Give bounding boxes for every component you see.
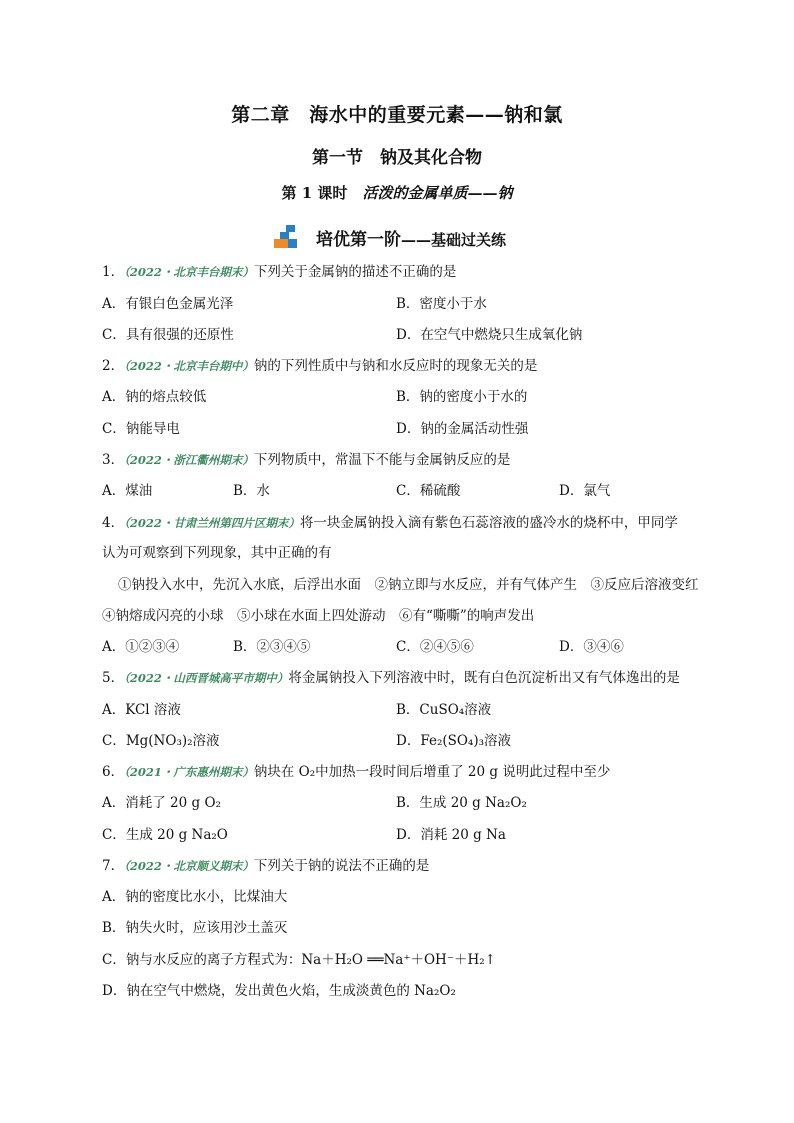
- q7-option-a: A．钠的密度比水小，比煤油大: [102, 889, 288, 905]
- question-source: （2021・广东惠州期末）: [124, 765, 254, 779]
- banner-label: [316, 225, 506, 250]
- question-source: （2022・山西晋城高平市期中）: [124, 671, 289, 685]
- q2-option-a: A．钠的熔点较低: [102, 389, 207, 405]
- question-1-stem: 1．（2022・北京丰台期末）下列关于金属钠的描述不正确的是: [102, 264, 457, 280]
- q4-option-c: C．②④⑤⑥: [396, 639, 474, 655]
- question-source: （2022・北京顺义期末）: [124, 859, 254, 873]
- question-source: （2022・北京丰台期末）: [124, 265, 254, 279]
- question-2-stem: 2．（2022・北京丰台期中）钠的下列性质中与钠和水反应时的现象无关的是: [102, 358, 538, 374]
- q6-option-b: B．生成 20 g Na₂O₂: [396, 795, 527, 811]
- q7-option-d: D．钠在空气中燃烧，发出黄色火焰，生成淡黄色的 Na₂O₂: [102, 983, 456, 999]
- lesson-name: 活泼的金属单质——钠: [362, 184, 513, 202]
- q1-option-b: B．密度小于水: [396, 296, 487, 312]
- question-6-stem: 6．（2021・广东惠州期末）钠块在 O₂中加热一段时间后增重了 20 g 说明此过程中至少: [102, 764, 611, 780]
- lesson-number: 第 1 课时: [281, 184, 348, 202]
- question-source: （2022・甘肃兰州第四片区期末）: [124, 516, 300, 530]
- stairs-icon: [272, 223, 312, 251]
- q3-option-d: D．氯气: [559, 483, 611, 499]
- q1-option-a: A．有银白色金属光泽: [102, 296, 234, 312]
- lesson-title: [0, 182, 794, 203]
- q4-option-d: D．③④⑥: [559, 639, 624, 655]
- q1-option-c: C．具有很强的还原性: [102, 327, 234, 343]
- question-5-stem: 5．（2022・山西晋城高平市期中）将金属钠投入下列溶液中时，既有白色沉淀析出又有气体逸出的是: [102, 670, 680, 686]
- q1-option-d: D．在空气中燃烧只生成氧化钠: [396, 327, 583, 343]
- q6-option-c: C．生成 20 g Na₂O: [102, 827, 228, 843]
- q6-option-d: D．消耗 20 g Na: [396, 827, 506, 843]
- q7-option-b: B．钠失火时，应该用沙土盖灭: [102, 920, 288, 936]
- question-source: （2022・北京丰台期中）: [124, 359, 254, 373]
- level-banner: [272, 222, 506, 252]
- q4-statements-2: ④钠熔成闪亮的小球 ⑤小球在水面上四处游动 ⑥有“嘶嘶”的响声发出: [102, 608, 535, 624]
- q5-option-a: A．KCl 溶液: [102, 702, 181, 718]
- banner-label-main: 培优第一阶: [316, 229, 401, 250]
- section-title: 第一节 钠及其化合物: [312, 148, 482, 168]
- banner-label-sub: ——基础过关练: [401, 230, 507, 249]
- q7-option-c: C．钠与水反应的离子方程式为：Na＋H₂O ══Na⁺＋OH⁻＋H₂↑: [102, 952, 496, 968]
- q3-option-c: C．稀硫酸: [396, 483, 461, 499]
- q4-option-a: A．①②③④: [102, 639, 180, 655]
- q4-statements-1: ①钠投入水中，先沉入水底，后浮出水面 ②钠立即与水反应，并有气体产生 ③反应后溶液变红: [118, 577, 699, 593]
- question-3-stem: 3．（2022・浙江衢州期末）下列物质中，常温下不能与金属钠反应的是: [102, 452, 511, 468]
- question-4-stem: 4．（2022・甘肃兰州第四片区期末）将一块金属钠投入滴有紫色石蕊溶液的盛冷水的烧杯中，甲同学: [102, 515, 678, 531]
- chapter-title: 第二章 海水中的重要元素——钠和氯: [231, 104, 563, 126]
- q6-option-a: A．消耗了 20 g O₂: [102, 795, 221, 811]
- q2-option-b: B．钠的密度小于水的: [396, 389, 528, 405]
- question-source: （2022・浙江衢州期末）: [124, 453, 254, 467]
- q2-option-c: C．钠能导电: [102, 421, 180, 437]
- q3-option-a: A．煤油: [102, 483, 153, 499]
- q4-option-b: B．②③④⑤: [233, 639, 311, 655]
- question-7-stem: 7．（2022・北京顺义期末）下列关于钠的说法不正确的是: [102, 858, 430, 874]
- q5-option-c: C．Mg(NO₃)₂溶液: [102, 733, 220, 749]
- q2-option-d: D．钠的金属活动性强: [396, 421, 529, 437]
- q5-option-b: B．CuSO₄溶液: [396, 702, 492, 718]
- q3-option-b: B．水: [233, 483, 270, 499]
- q5-option-d: D．Fe₂(SO₄)₃溶液: [396, 733, 512, 749]
- question-4-stem-cont: 认为可观察到下列现象，其中正确的有: [102, 545, 332, 561]
